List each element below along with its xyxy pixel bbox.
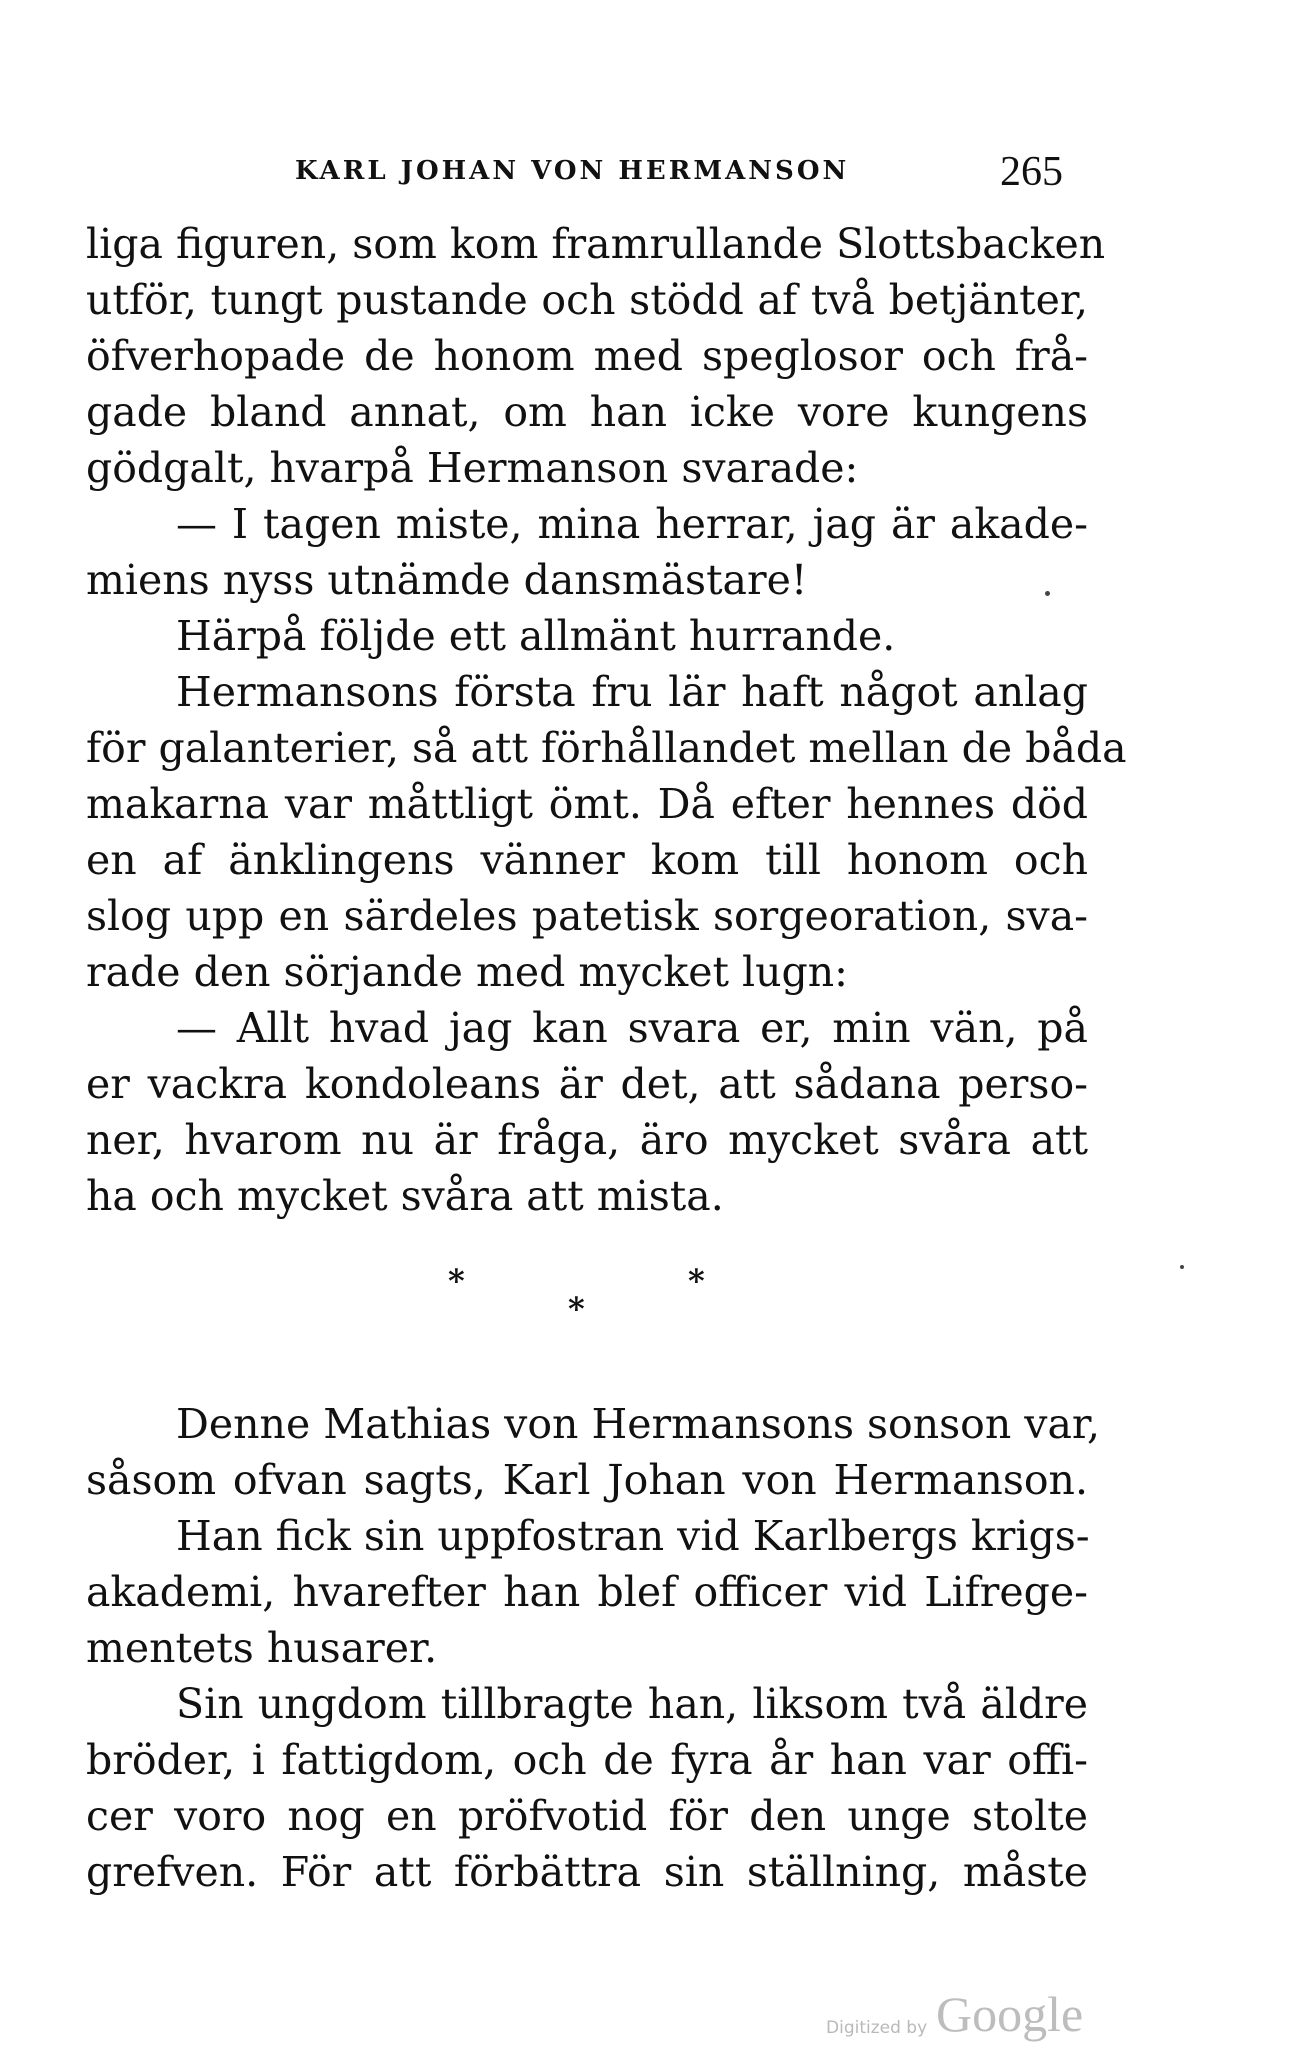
ink-speck	[1180, 1265, 1184, 1269]
text-line: bröder, i fattigdom, och de fyra år han var offi-	[86, 1736, 1088, 1784]
text-line: slog upp en särdeles patetisk sorgeoration, sva-	[86, 892, 1088, 940]
ink-speck	[1045, 591, 1050, 596]
page-number: 265	[1000, 149, 1063, 195]
running-head: KARL JOHAN VON HERMANSON	[295, 156, 850, 186]
text-line: liga figuren, som kom framrullande Slottsbacken	[86, 220, 1106, 268]
text-line: miens nyss utnämde dansmästare!	[86, 556, 808, 604]
text-line: er vackra kondoleans är det, att sådana perso-	[86, 1060, 1088, 1108]
text-line: gödgalt, hvarpå Hermanson svarade:	[86, 444, 859, 492]
text-line: mentets husarer.	[86, 1624, 438, 1672]
text-line: — Allt hvad jag kan svara er, min vän, på	[176, 1004, 1088, 1052]
text-line: cer voro nog en pröfvotid för den unge stolte	[86, 1792, 1088, 1840]
text-line: öfverhopade de honom med speglosor och frå-	[86, 332, 1088, 380]
text-line: utför, tungt pustande och stödd af två betjänter,	[86, 276, 1088, 324]
text-line: såsom ofvan sagts, Karl Johan von Hermanson.	[86, 1456, 1088, 1504]
separator-star: *	[568, 1290, 585, 1328]
watermark-prefix: Digitized by	[826, 2018, 928, 2038]
text-line: Han fick sin uppfostran vid Karlbergs krigs-	[176, 1512, 1090, 1560]
text-line: Denne Mathias von Hermansons sonson var,	[176, 1400, 1101, 1448]
separator-star: *	[448, 1262, 465, 1300]
text-line: Härpå följde ett allmänt hurrande.	[176, 612, 896, 660]
text-line: Hermansons första fru lär haft något anlag	[176, 668, 1088, 716]
text-line: Sin ungdom tillbragte han, liksom två äldre	[176, 1680, 1088, 1728]
text-line: gade bland annat, om han icke vore kungens	[86, 388, 1088, 436]
separator-star: *	[688, 1262, 705, 1300]
text-line: akademi, hvarefter han blef officer vid Lifrege-	[86, 1568, 1088, 1616]
text-line: för galanterier, så att förhållandet mellan de båda	[86, 724, 1127, 772]
text-line: ha och mycket svåra att mista.	[86, 1172, 724, 1220]
text-line: — I tagen miste, mina herrar, jag är akade-	[176, 500, 1088, 548]
text-line: en af änklingens vänner kom till honom och	[86, 836, 1088, 884]
google-logo: Google	[936, 1986, 1084, 2042]
text-line: ner, hvarom nu är fråga, äro mycket svåra att	[86, 1116, 1088, 1164]
text-line: grefven. För att förbättra sin ställning, måste	[86, 1848, 1088, 1896]
text-line: rade den sörjande med mycket lugn:	[86, 948, 848, 996]
text-line: makarna var måttligt ömt. Då efter hennes död	[86, 780, 1088, 828]
